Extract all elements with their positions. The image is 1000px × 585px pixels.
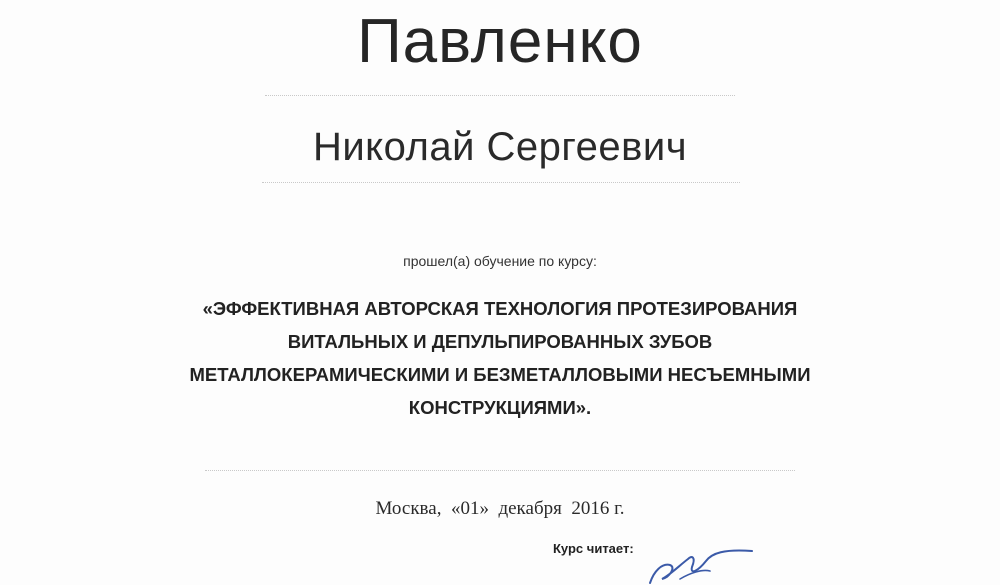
course-title-line: «ЭФФЕКТИВНАЯ АВТОРСКАЯ ТЕХНОЛОГИЯ ПРОТЕЗИРОВАНИЯ [202,298,798,319]
course-title-line: КОНСТРУКЦИЯМИ». [408,397,592,418]
given-name: Николай Сергеевич [312,125,688,169]
course-title-line: ВИТАЛЬНЫХ И ДЕПУЛЬПИРОВАННЫХ ЗУБОВ [287,331,713,352]
signature-icon [640,545,760,585]
course-title-line: МЕТАЛЛОКЕРАМИЧЕСКИМИ И БЕЗМЕТАЛЛОВЫМИ НЕСЪЕМНЫМИ [189,364,811,385]
course-title [150,292,850,424]
lecturer-label: Курс читает: [553,541,634,556]
divider-line [205,470,795,471]
divider-line [265,95,735,96]
divider-line [262,182,740,183]
surname: Павленко [357,7,643,76]
intro-text: прошел(а) обучение по курсу: [403,253,597,269]
place-and-date: Москва, «01» декабря 2016 г. [375,498,625,519]
